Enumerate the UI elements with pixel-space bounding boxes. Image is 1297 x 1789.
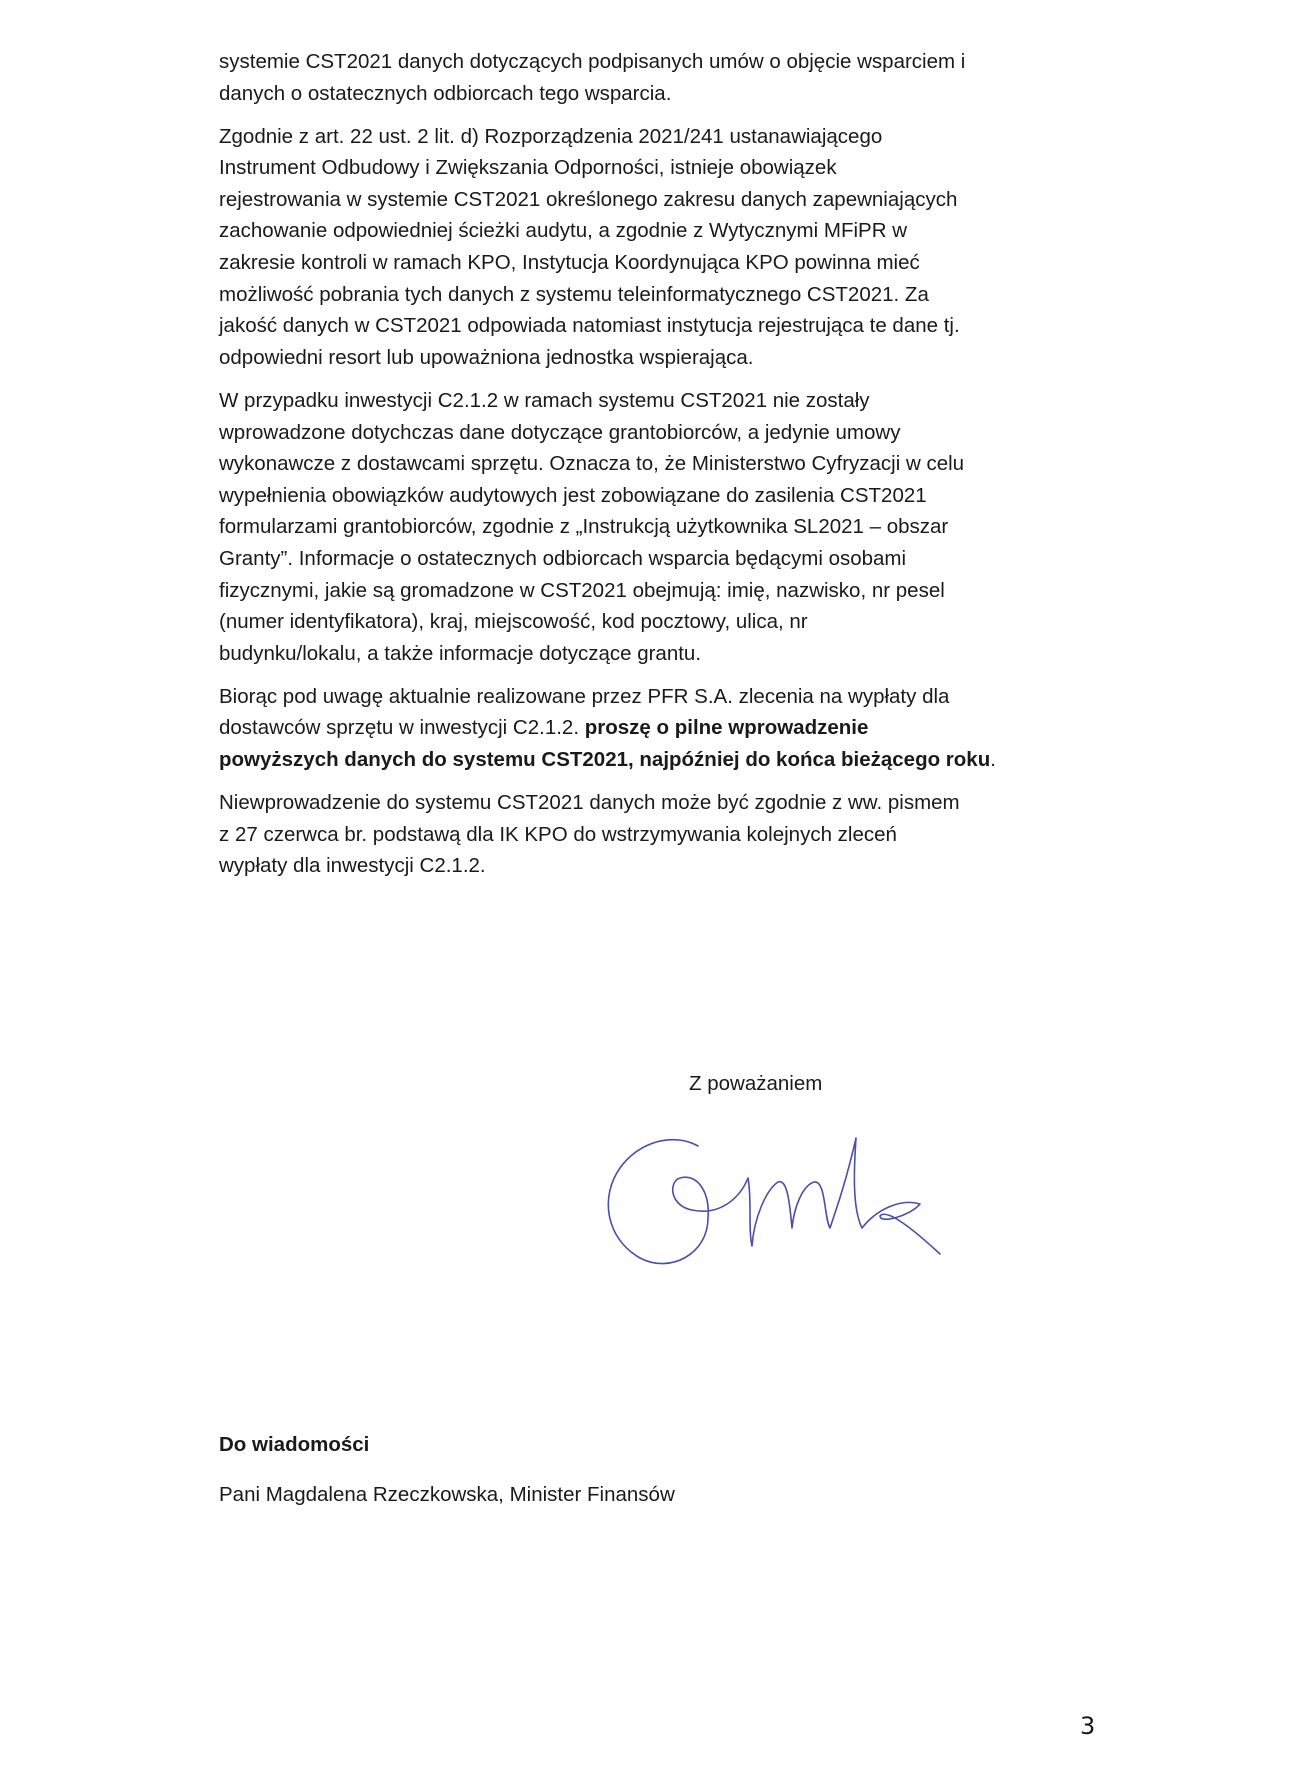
text-normal: dostawców sprzętu w inwestycji C2.1.2. [219, 716, 585, 740]
text-line: fizycznymi, jakie są gromadzone w CST2021 obejmują: imię, nazwisko, nr pesel [219, 578, 945, 602]
text-line: danych o ostatecznych odbiorcach tego wsparcia. [219, 81, 672, 105]
paragraph-5 [219, 787, 1119, 882]
text-line: budynku/lokalu, a także informacje dotyczące grantu. [219, 641, 702, 665]
signature-stroke [608, 1138, 940, 1264]
paragraph-3 [219, 385, 1119, 669]
request-emphasis: proszę o pilne wprowadzenie [584, 716, 869, 740]
text-line: Niewprowadzenie do systemu CST2021 danych może być zgodnie z ww. pismem [219, 791, 960, 815]
text-line: Biorąc pod uwagę aktualnie realizowane przez PFR S.A. zlecenia na wypłaty dla [219, 684, 950, 708]
text-line: odpowiedni resort lub upoważniona jednostka wspierająca. [219, 345, 754, 369]
text-line: wypełnienia obowiązków audytowych jest zobowiązane do zasilenia CST2021 [219, 483, 927, 507]
text-line: (numer identyfikatora), kraj, miejscowość, kod pocztowy, ulica, nr [219, 610, 808, 634]
text-line: Instrument Odbudowy i Zwiększania Odporności, istnieje obowiązek [219, 156, 837, 180]
text-line: wprowadzone dotychczas dane dotyczące grantobiorców, a jedynie umowy [219, 420, 901, 444]
text-line: jakość danych w CST2021 odpowiada natomiast instytucja rejestrująca te dane tj. [219, 314, 960, 338]
request-emphasis: powyższych danych do systemu CST2021, najpóźniej do końca bieżącego roku [219, 747, 991, 771]
closing-salutation: Z poważaniem [689, 1072, 823, 1095]
text-line: z 27 czerwca br. podstawą dla IK KPO do wstrzymywania kolejnych zleceń [219, 822, 897, 846]
paragraph-4 [219, 681, 1119, 776]
text-line: zakresie kontroli w ramach KPO, Instytucja Koordynująca KPO powinna mieć [219, 251, 920, 275]
text-line: rejestrowania w systemie CST2021 określonego zakresu danych zapewniających [219, 187, 958, 211]
cc-heading: Do wiadomości [219, 1433, 370, 1456]
text-line: formularzami grantobiorców, zgodnie z „Instrukcją użytkownika SL2021 – obszar [219, 515, 949, 539]
page-number: 3 [1080, 1712, 1096, 1740]
text-line: Zgodnie z art. 22 ust. 2 lit. d) Rozporządzenia 2021/241 ustanawiającego [219, 124, 883, 148]
text-line [219, 744, 1119, 776]
paragraph-2 [219, 121, 1119, 374]
text-line: możliwość pobrania tych danych z systemu teleinformatycznego CST2021. Za [219, 282, 929, 306]
text-line [219, 712, 1119, 744]
text-line: zachowanie odpowiedniej ścieżki audytu, a zgodnie z Wytycznymi MFiPR w [219, 219, 908, 243]
text-normal: . [990, 747, 996, 771]
text-line: wykonawcze z dostawcami sprzętu. Oznacza to, że Ministerstwo Cyfryzacji w celu [219, 452, 965, 476]
text-line: wypłaty dla inwestycji C2.1.2. [219, 854, 486, 878]
text-line: W przypadku inwestycji C2.1.2 w ramach systemu CST2021 nie zostały [219, 388, 870, 412]
text-line: Granty”. Informacje o ostatecznych odbiorcach wsparcia będącymi osobami [219, 546, 907, 570]
paragraph-1 [219, 46, 1119, 109]
cc-recipient: Pani Magdalena Rzeczkowska, Minister Finansów [219, 1483, 675, 1506]
handwritten-signature [580, 1078, 980, 1278]
text-line: systemie CST2021 danych dotyczących podpisanych umów o objęcie wsparciem i [219, 50, 966, 73]
letter-body [219, 46, 1119, 893]
